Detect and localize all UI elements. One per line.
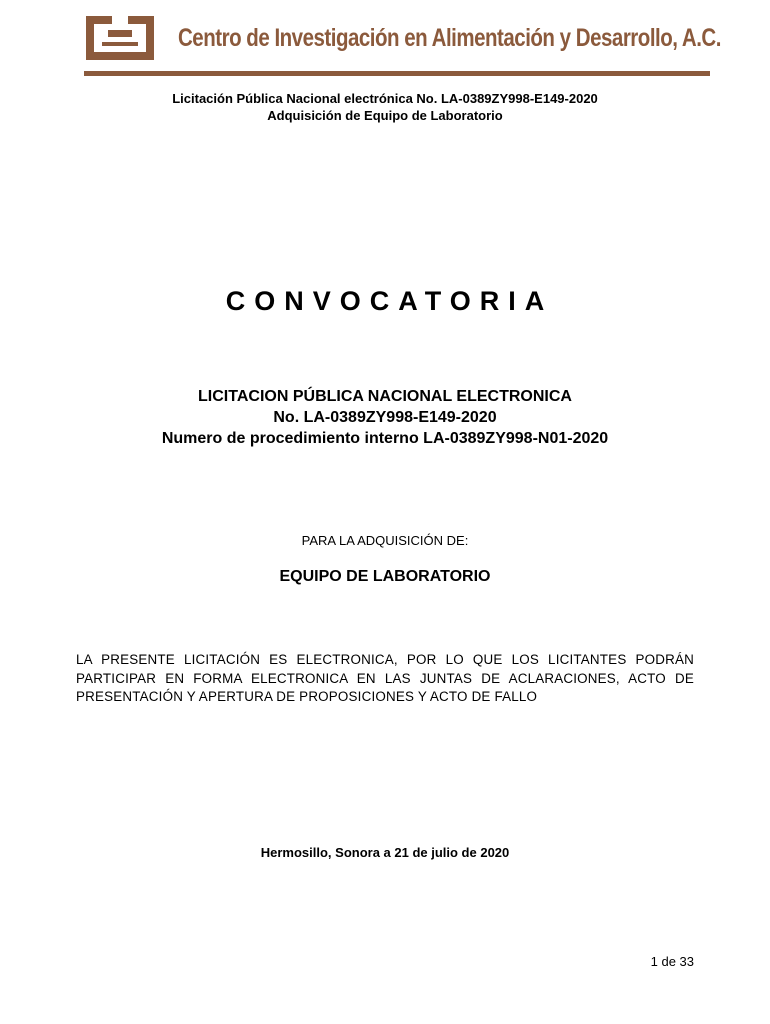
tender-info <box>0 386 770 449</box>
subtitle-description: Adquisición de Equipo de Laboratorio <box>267 108 503 123</box>
electronic-notice: LA PRESENTE LICITACIÓN ES ELECTRONICA, POR LO QUE LOS LICITANTES PODRÁN PARTICIPAR EN FORMA ELECTRONICA EN LAS JUNTAS DE ACLARACIONES, ACTO DE PRESENTACIÓN Y APERTURA DE PROPOSICIONES Y ACTO DE FALLO <box>76 652 694 704</box>
page-number: 1 de 33 <box>650 954 694 969</box>
document-subtitle <box>0 90 770 124</box>
ciad-logo-icon <box>84 14 156 62</box>
place-and-date: Hermosillo, Sonora a 21 de julio de 2020 <box>260 845 510 860</box>
purpose-object: EQUIPO DE LABORATORIO <box>279 568 491 585</box>
organization-name: Centro de Investigación en Alimentación y Desarrollo, A.C. <box>178 24 721 52</box>
tender-type: LICITACION PÚBLICA NACIONAL ELECTRONICA <box>198 388 572 405</box>
internal-procedure-number: Numero de procedimiento interno LA-0389ZY998-N01-2020 <box>161 430 609 447</box>
purpose-label: PARA LA ADQUISICIÓN DE: <box>301 533 469 548</box>
page-title: CONVOCATORIA <box>225 286 554 316</box>
tender-number: No. LA-0389ZY998-E149-2020 <box>273 409 497 426</box>
subtitle-tender-number: Licitación Pública Nacional electrónica No. LA-0389ZY998-E149-2020 <box>172 91 598 106</box>
header-divider <box>84 71 710 76</box>
document-header <box>0 0 770 80</box>
